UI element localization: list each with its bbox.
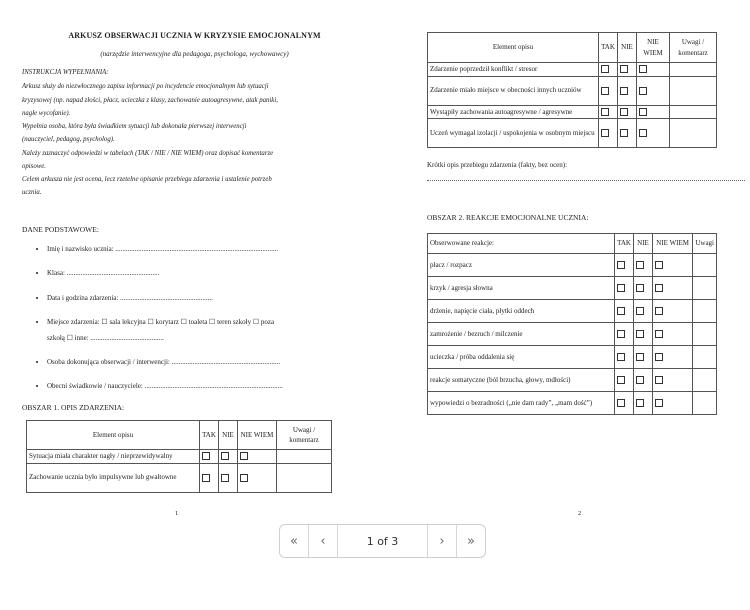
checkbox-icon[interactable] [655, 330, 663, 338]
field-student-name[interactable]: • Imię i nazwisko ucznia: ............................................................................................. [47, 241, 367, 257]
table-row [428, 346, 717, 369]
row-label: reakcje somatyczne (ból brzucha, głowy, mdłości) [428, 369, 615, 392]
field-location[interactable] [47, 314, 367, 346]
summary-line[interactable] [427, 180, 745, 181]
table-header-comments: Uwagi [693, 234, 717, 254]
table-header-yes: TAK [615, 234, 634, 254]
comment-cell[interactable] [670, 105, 717, 119]
row-label: wypowiedzi o bezradności („nie dam rady”, „mam dość”) [428, 392, 615, 415]
checkbox-icon[interactable] [240, 452, 248, 460]
page-number: 1 [175, 510, 179, 517]
checkbox-icon[interactable] [617, 376, 625, 384]
table-header-no: NIE [219, 421, 238, 450]
row-label: Zachowanie ucznia było impulsywne lub gwałtowne [27, 463, 200, 492]
field-class[interactable]: • Klasa: ..................................................... [47, 265, 367, 281]
table-header-comments: Uwagi / komentarz [277, 421, 332, 450]
comment-cell[interactable] [693, 392, 717, 415]
basic-data-heading: DANE PODSTAWOWE: [22, 224, 99, 234]
document-subtitle: (narzędzie interwencyjne dla pedagoga, psychologa, wychowawcy) [100, 50, 289, 59]
comment-cell[interactable] [670, 63, 717, 77]
checkbox-icon[interactable] [620, 65, 628, 73]
comment-cell[interactable] [277, 450, 332, 464]
checkbox-icon[interactable] [655, 399, 663, 407]
field-date-time[interactable]: • Data i godzina zdarzenia: ..................................................... [47, 290, 367, 306]
instruction-line: ucznia. [22, 189, 42, 197]
area2-table [427, 233, 717, 415]
table-row [428, 76, 717, 105]
checkbox-icon[interactable] [617, 284, 625, 292]
field-location-options: Miejsce zdarzenia: ☐ sala lekcyjna ☐ korytarz ☐ toaleta ☐ teren szkoły ☐ poza [47, 317, 275, 326]
table-header-no: NIE [634, 234, 653, 254]
checkbox-icon[interactable] [617, 353, 625, 361]
row-label: Zdarzenie miało miejsce w obecności innych uczniów [428, 76, 599, 105]
checkbox-icon[interactable] [655, 261, 663, 269]
table-row [428, 277, 717, 300]
summary-label: Krótki opis przebiegu zdarzenia (fakty, bez ocen): [427, 161, 568, 169]
checkbox-icon[interactable] [636, 307, 644, 315]
instruction-line: Celem arkusza nie jest ocena, lecz rzetelne opisanie przebiegu zdarzenia i ustalenie potrzeb [22, 176, 272, 184]
page-number: 2 [578, 510, 582, 517]
checkbox-icon[interactable] [221, 452, 229, 460]
table-row [27, 463, 332, 492]
table-row [27, 450, 332, 464]
comment-cell[interactable] [277, 463, 332, 492]
checkbox-icon[interactable] [636, 376, 644, 384]
row-label: Uczeń wymagał izolacji / uspokojenia w osobnym miejscu [428, 119, 599, 148]
table-header-yes: TAK [200, 421, 219, 450]
row-label: Sytuacja miała charakter nagły / nieprzewidywalny [27, 450, 200, 464]
checkbox-icon[interactable] [202, 474, 210, 482]
row-label: ucieczka / próba oddalenia się [428, 346, 615, 369]
checkbox-icon[interactable] [620, 129, 628, 137]
table-header-comments: Uwagi / komentarz [670, 33, 717, 63]
checkbox-icon[interactable] [240, 474, 248, 482]
chevron-right-icon[interactable]: › [439, 533, 445, 549]
table-header-dont-know: NIE WIEM [637, 33, 670, 63]
table-header-element: Element opisu [27, 421, 200, 450]
row-label: krzyk / agresja słowna [428, 277, 615, 300]
row-label: Wystąpiły zachowania autoagresywne / agresywne [428, 105, 599, 119]
table-row [428, 369, 717, 392]
instruction-line: opisowe. [22, 162, 46, 170]
row-label: drżenie, napięcie ciała, płytki oddech [428, 300, 615, 323]
area2-heading: OBSZAR 2. REAKCJE EMOCJONALNE UCZNIA: [427, 213, 589, 222]
document-page-2 [425, 0, 750, 520]
comment-cell[interactable] [670, 119, 717, 148]
comment-cell[interactable] [693, 277, 717, 300]
checkbox-icon[interactable] [636, 399, 644, 407]
checkbox-icon[interactable] [655, 376, 663, 384]
area1-table [26, 420, 332, 493]
checkbox-icon[interactable] [639, 87, 647, 95]
basic-data-list [22, 241, 367, 394]
comment-cell[interactable] [693, 323, 717, 346]
checkbox-icon[interactable] [655, 353, 663, 361]
row-label: płacz / rozpacz [428, 254, 615, 277]
double-chevron-right-icon[interactable]: » [467, 533, 475, 549]
checkbox-icon[interactable] [636, 284, 644, 292]
comment-cell[interactable] [693, 254, 717, 277]
page-indicator[interactable]: 1 of 3 [366, 534, 399, 548]
instruction-line: kryzysowej (np. napad złości, płacz, ucieczka z klasy, zachowanie autoagresywne, atak paniki, [22, 96, 278, 104]
checkbox-icon[interactable] [601, 108, 609, 116]
comment-cell[interactable] [693, 369, 717, 392]
checkbox-icon[interactable] [620, 87, 628, 95]
table-header-yes: TAK [599, 33, 618, 63]
double-chevron-left-icon[interactable]: « [290, 533, 298, 549]
instruction-line: nagłe wycofanie). [22, 109, 71, 117]
checkbox-icon[interactable] [617, 330, 625, 338]
area2-table-body [428, 254, 717, 415]
table-row [428, 63, 717, 77]
field-witnesses[interactable]: • Obecni świadkowie / nauczyciele: ............................................................................... [47, 378, 367, 394]
checkbox-icon[interactable] [601, 87, 609, 95]
checkbox-icon[interactable] [221, 474, 229, 482]
table-row [428, 392, 717, 415]
table-header-no: NIE [618, 33, 637, 63]
field-location-other: szkołą ☐ inne: .......................................... [47, 333, 164, 342]
instruction-line: Należy zaznaczyć odpowiedzi w tabelach (TAK / NIE / NIE WIEM) oraz dopisać komentarze [22, 149, 274, 157]
instructions-text [22, 80, 367, 199]
checkbox-icon[interactable] [617, 307, 625, 315]
chevron-left-icon[interactable]: ‹ [320, 533, 326, 549]
checkbox-icon[interactable] [617, 399, 625, 407]
checkbox-icon[interactable] [620, 108, 628, 116]
area1-heading: OBSZAR 1. OPIS ZDARZENIA: [22, 403, 125, 413]
row-label: zamrożenie / bezruch / milczenie [428, 323, 615, 346]
instruction-line: (nauczyciel, pedagog, psycholog). [22, 136, 115, 144]
table-header-reactions: Obserwowane reakcje: [428, 234, 615, 254]
comment-cell[interactable] [693, 300, 717, 323]
instructions-heading: INSTRUKCJA WYPEŁNIANIA: [22, 69, 109, 77]
row-label: Zdarzenie poprzedził konflikt / stresor [428, 63, 599, 77]
table-header-dont-know: NIE WIEM [238, 421, 277, 450]
checkbox-icon[interactable] [655, 284, 663, 292]
checkbox-icon[interactable] [636, 353, 644, 361]
comment-cell[interactable] [693, 346, 717, 369]
document-page-1 [22, 0, 367, 520]
table-row [428, 105, 717, 119]
instruction-line: Arkusz służy do niezwłocznego zapisu informacji po incydencie emocjonalnym lub sytuacji [22, 83, 269, 91]
checkbox-icon[interactable] [639, 108, 647, 116]
checkbox-icon[interactable] [601, 129, 609, 137]
checkbox-icon[interactable] [655, 307, 663, 315]
comment-cell[interactable] [670, 76, 717, 105]
document-title: ARKUSZ OBSERWACJI UCZNIA W KRYZYSIE EMOCJONALNYM [68, 31, 321, 40]
checkbox-icon[interactable] [617, 261, 625, 269]
table-row [428, 300, 717, 323]
table-row [428, 323, 717, 346]
checkbox-icon[interactable] [639, 129, 647, 137]
table-header-dont-know: NIE WIEM [652, 234, 692, 254]
table-row [428, 254, 717, 277]
checkbox-icon[interactable] [636, 330, 644, 338]
checkbox-icon[interactable] [601, 65, 609, 73]
checkbox-icon[interactable] [639, 65, 647, 73]
table-header-element: Element opisu [428, 33, 599, 63]
field-observer[interactable]: • Osoba dokonująca obserwacji / interwencji: .............................................................. [47, 354, 367, 370]
instruction-line: Wypełnia osoba, która była świadkiem sytuacji lub dokonała pierwszej interwencji [22, 123, 247, 131]
pagination-control [279, 524, 486, 558]
checkbox-icon[interactable] [202, 452, 210, 460]
area1-table-continued [427, 32, 717, 148]
checkbox-icon[interactable] [636, 261, 644, 269]
table-row [428, 119, 717, 148]
